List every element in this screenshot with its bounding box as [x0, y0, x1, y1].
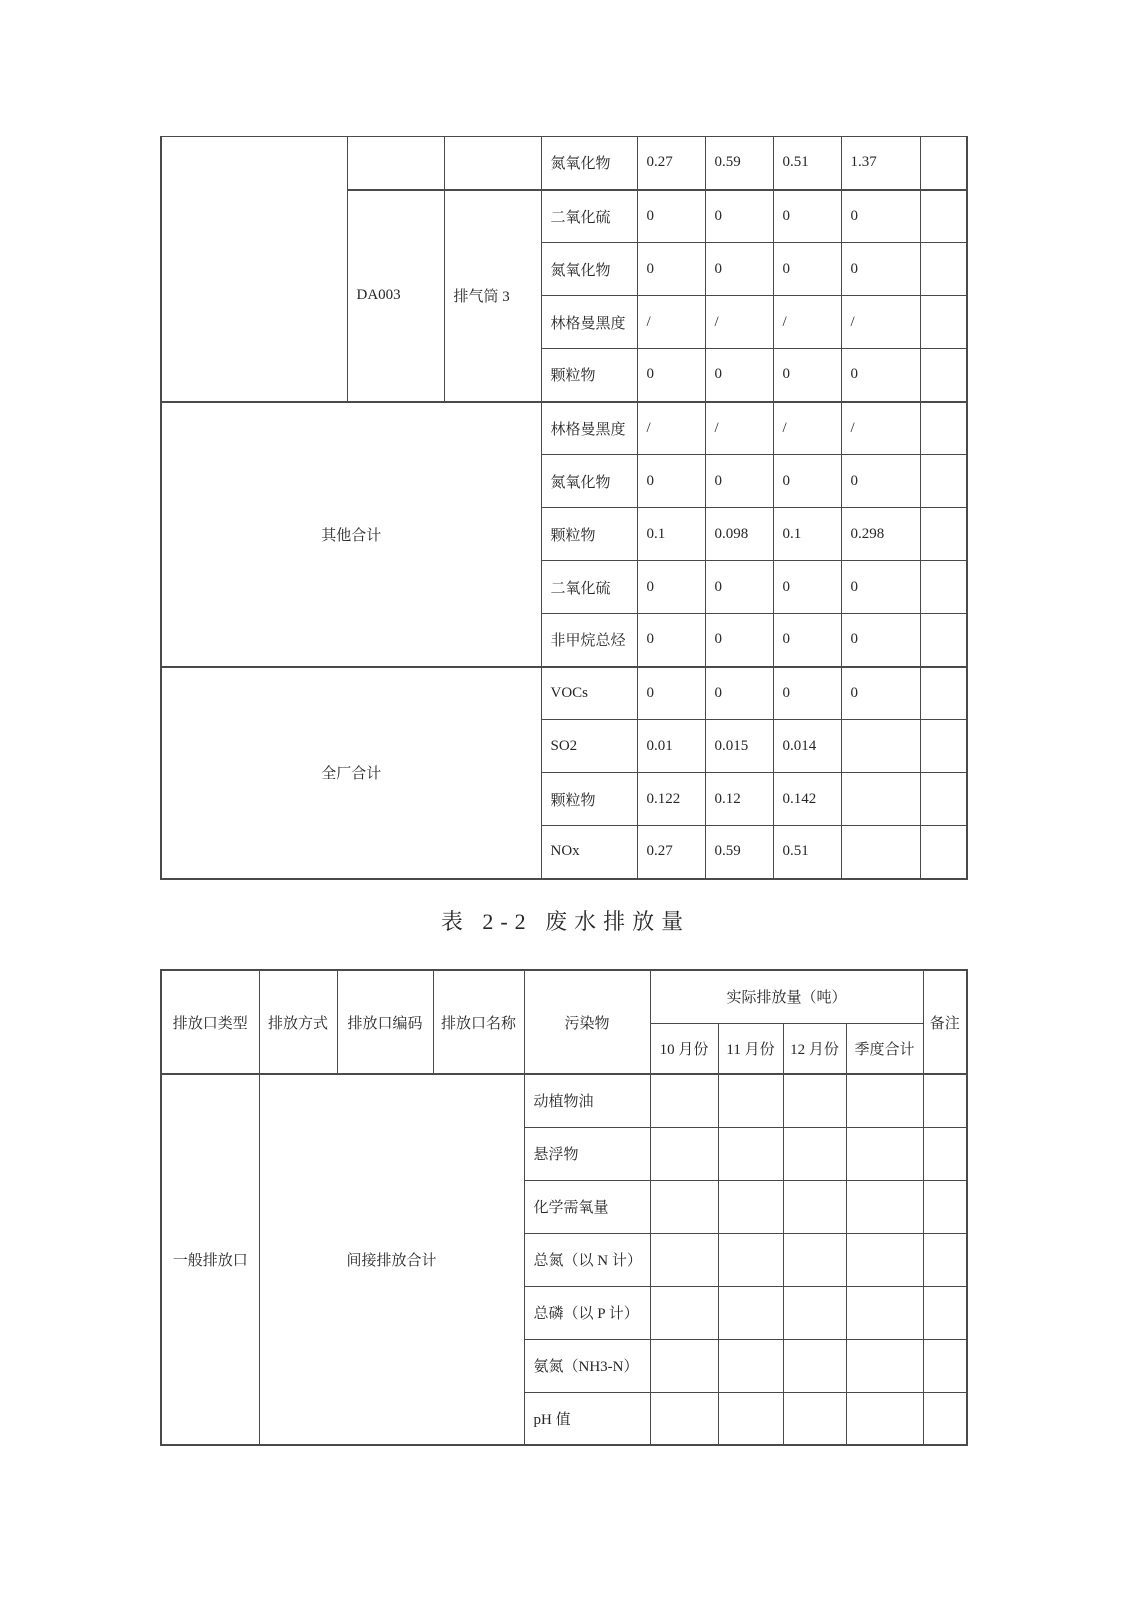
remark-cell	[920, 561, 967, 614]
value-dec-cell: 0	[773, 614, 841, 667]
remark-cell	[920, 720, 967, 773]
section-total-cell: 其他合计	[161, 402, 541, 667]
quarter-total-cell: 0	[841, 243, 920, 296]
pollutant-cell: 颗粒物	[541, 508, 637, 561]
value-nov-cell	[718, 1339, 783, 1392]
value-nov-cell: 0.12	[705, 773, 773, 826]
value-oct-cell: 0	[637, 243, 705, 296]
remark-cell	[920, 614, 967, 667]
quarter-total-cell: 1.37	[841, 137, 920, 190]
value-oct-cell	[650, 1127, 718, 1180]
value-nov-cell	[718, 1392, 783, 1445]
quarter-total-cell: 0	[841, 349, 920, 402]
pollutant-cell: 总氮（以 N 计）	[524, 1233, 650, 1286]
value-oct-cell: /	[637, 402, 705, 455]
table-row	[161, 667, 967, 720]
outlet-type-cell: 一般排放口	[161, 1074, 259, 1445]
value-nov-cell: 0	[705, 190, 773, 243]
value-oct-cell: 0.27	[637, 826, 705, 879]
header-actual-amount: 实际排放量（吨）	[650, 970, 923, 1023]
value-oct-cell	[650, 1180, 718, 1233]
quarter-total-cell	[846, 1339, 923, 1392]
value-dec-cell	[783, 1286, 846, 1339]
value-dec-cell: 0.51	[773, 826, 841, 879]
pollutant-cell: 二氧化硫	[541, 190, 637, 243]
remark-cell	[923, 1127, 967, 1180]
value-dec-cell: 0.142	[773, 773, 841, 826]
value-nov-cell: /	[705, 296, 773, 349]
value-dec-cell: 0	[773, 190, 841, 243]
category-cell	[161, 137, 347, 402]
outlet-code-cell	[347, 137, 444, 190]
quarter-total-cell: 0.298	[841, 508, 920, 561]
remark-cell	[920, 455, 967, 508]
value-dec-cell: 0.1	[773, 508, 841, 561]
quarter-total-cell	[846, 1127, 923, 1180]
value-oct-cell: 0.1	[637, 508, 705, 561]
value-nov-cell	[718, 1233, 783, 1286]
pollutant-cell: 悬浮物	[524, 1127, 650, 1180]
quarter-total-cell	[846, 1180, 923, 1233]
section-total-cell: 全厂合计	[161, 667, 541, 879]
header-outlet-code: 排放口编码	[337, 970, 433, 1074]
value-oct-cell: 0.27	[637, 137, 705, 190]
value-nov-cell: 0	[705, 349, 773, 402]
pollutant-cell: SO2	[541, 720, 637, 773]
remark-cell	[920, 243, 967, 296]
remark-cell	[920, 667, 967, 720]
remark-cell	[920, 773, 967, 826]
pollutant-cell: 氮氧化物	[541, 243, 637, 296]
remark-cell	[923, 1392, 967, 1445]
quarter-total-cell	[841, 826, 920, 879]
quarter-total-cell	[846, 1233, 923, 1286]
pollutant-cell: pH 值	[524, 1392, 650, 1445]
remark-cell	[923, 1286, 967, 1339]
pollutant-cell: 动植物油	[524, 1074, 650, 1127]
remark-cell	[920, 402, 967, 455]
value-nov-cell	[718, 1127, 783, 1180]
value-nov-cell: 0.098	[705, 508, 773, 561]
remark-cell	[920, 190, 967, 243]
header-pollutant: 污染物	[524, 970, 650, 1074]
header-remark: 备注	[923, 970, 967, 1074]
value-dec-cell	[783, 1074, 846, 1127]
value-oct-cell: 0	[637, 190, 705, 243]
table-row	[161, 1074, 967, 1127]
quarter-total-cell: 0	[841, 190, 920, 243]
quarter-total-cell	[846, 1286, 923, 1339]
remark-cell	[920, 296, 967, 349]
value-dec-cell	[783, 1339, 846, 1392]
quarter-total-cell: /	[841, 296, 920, 349]
header-quarter-total: 季度合计	[846, 1023, 923, 1074]
value-dec-cell: 0	[773, 455, 841, 508]
table-row	[161, 137, 967, 190]
value-dec-cell: 0	[773, 349, 841, 402]
remark-cell	[923, 1339, 967, 1392]
value-oct-cell	[650, 1074, 718, 1127]
value-dec-cell: 0.014	[773, 720, 841, 773]
value-oct-cell: 0	[637, 455, 705, 508]
pollutant-cell: 林格曼黑度	[541, 402, 637, 455]
value-oct-cell: /	[637, 296, 705, 349]
air-emission-table	[160, 136, 968, 880]
remark-cell	[920, 508, 967, 561]
value-dec-cell: 0.51	[773, 137, 841, 190]
value-dec-cell: 0	[773, 561, 841, 614]
value-dec-cell	[783, 1392, 846, 1445]
value-oct-cell	[650, 1286, 718, 1339]
quarter-total-cell	[841, 720, 920, 773]
quarter-total-cell	[846, 1392, 923, 1445]
value-dec-cell: /	[773, 296, 841, 349]
value-oct-cell: 0	[637, 614, 705, 667]
quarter-total-cell: /	[841, 402, 920, 455]
value-dec-cell: /	[773, 402, 841, 455]
group-total-cell: 间接排放合计	[259, 1074, 524, 1445]
value-nov-cell: 0.59	[705, 137, 773, 190]
header-month-dec: 12 月份	[783, 1023, 846, 1074]
quarter-total-cell: 0	[841, 667, 920, 720]
value-nov-cell: 0	[705, 561, 773, 614]
value-oct-cell	[650, 1233, 718, 1286]
pollutant-cell: NOx	[541, 826, 637, 879]
value-nov-cell: 0.015	[705, 720, 773, 773]
pollutant-cell: 非甲烷总烃	[541, 614, 637, 667]
outlet-code-cell: DA003	[347, 190, 444, 402]
value-nov-cell: 0.59	[705, 826, 773, 879]
value-nov-cell: /	[705, 402, 773, 455]
remark-cell	[923, 1180, 967, 1233]
value-dec-cell	[783, 1180, 846, 1233]
value-nov-cell: 0	[705, 455, 773, 508]
value-dec-cell	[783, 1233, 846, 1286]
value-dec-cell: 0	[773, 667, 841, 720]
value-nov-cell: 0	[705, 243, 773, 296]
value-oct-cell: 0.01	[637, 720, 705, 773]
value-nov-cell	[718, 1286, 783, 1339]
outlet-name-cell	[444, 137, 541, 190]
header-month-nov: 11 月份	[718, 1023, 783, 1074]
quarter-total-cell: 0	[841, 614, 920, 667]
header-outlet-type: 排放口类型	[161, 970, 259, 1074]
pollutant-cell: 颗粒物	[541, 773, 637, 826]
pollutant-cell: 二氧化硫	[541, 561, 637, 614]
pollutant-cell: VOCs	[541, 667, 637, 720]
remark-cell	[920, 137, 967, 190]
value-dec-cell: 0	[773, 243, 841, 296]
remark-cell	[920, 826, 967, 879]
value-oct-cell	[650, 1392, 718, 1445]
pollutant-cell: 林格曼黑度	[541, 296, 637, 349]
value-nov-cell: 0	[705, 614, 773, 667]
value-dec-cell	[783, 1127, 846, 1180]
quarter-total-cell: 0	[841, 561, 920, 614]
quarter-total-cell	[841, 773, 920, 826]
header-outlet-name: 排放口名称	[433, 970, 524, 1074]
header-discharge-mode: 排放方式	[259, 970, 337, 1074]
quarter-total-cell: 0	[841, 455, 920, 508]
header-month-oct: 10 月份	[650, 1023, 718, 1074]
value-nov-cell: 0	[705, 667, 773, 720]
value-oct-cell: 0.122	[637, 773, 705, 826]
pollutant-cell: 氨氮（NH3-N）	[524, 1339, 650, 1392]
remark-cell	[923, 1074, 967, 1127]
table-row	[161, 402, 967, 455]
value-oct-cell: 0	[637, 349, 705, 402]
pollutant-cell: 化学需氧量	[524, 1180, 650, 1233]
value-oct-cell: 0	[637, 667, 705, 720]
value-nov-cell	[718, 1074, 783, 1127]
pollutant-cell: 氮氧化物	[541, 137, 637, 190]
outlet-name-cell: 排气筒 3	[444, 190, 541, 402]
remark-cell	[920, 349, 967, 402]
remark-cell	[923, 1233, 967, 1286]
pollutant-cell: 颗粒物	[541, 349, 637, 402]
pollutant-cell: 氮氧化物	[541, 455, 637, 508]
table-header-row	[161, 970, 967, 1023]
wastewater-table	[160, 969, 968, 1446]
wastewater-table-title: 表 2-2 废水排放量	[440, 909, 691, 934]
value-oct-cell: 0	[637, 561, 705, 614]
value-oct-cell	[650, 1339, 718, 1392]
pollutant-cell: 总磷（以 P 计）	[524, 1286, 650, 1339]
quarter-total-cell	[846, 1074, 923, 1127]
value-nov-cell	[718, 1180, 783, 1233]
